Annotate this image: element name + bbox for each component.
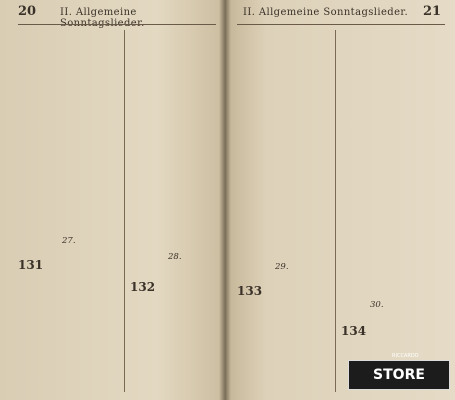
hymn-134-number: 134	[341, 324, 367, 338]
watermark-small-text: RICCARDO	[392, 353, 419, 359]
right-page-col-1	[237, 30, 329, 390]
right-page-number: 21	[423, 4, 442, 19]
book-gutter	[219, 0, 231, 400]
right-page	[225, 0, 455, 400]
hymn-28-heading: 28.	[168, 252, 182, 262]
left-running-head: II. Allgemeine	[60, 7, 137, 18]
right-running-head: II. Allgemeine Sonntagslieder.	[243, 7, 409, 18]
hymn-132-number: 132	[130, 280, 156, 294]
right-column-divider	[335, 30, 336, 392]
left-column-divider	[124, 30, 125, 392]
store-watermark: STORE	[348, 360, 450, 390]
hymn-29-heading: 29.	[275, 262, 289, 272]
left-page-col-1	[18, 30, 118, 390]
left-page-col-2	[130, 30, 216, 390]
hymn-131-number: 131	[18, 258, 44, 272]
left-header-rule	[18, 24, 216, 25]
right-header-rule	[237, 24, 445, 25]
left-page	[0, 0, 225, 400]
hymn-30-heading: 30.	[370, 300, 384, 310]
hymn-27-heading: 27.	[62, 236, 76, 246]
hymn-133-number: 133	[237, 284, 263, 298]
left-page-number: 20	[18, 4, 37, 19]
